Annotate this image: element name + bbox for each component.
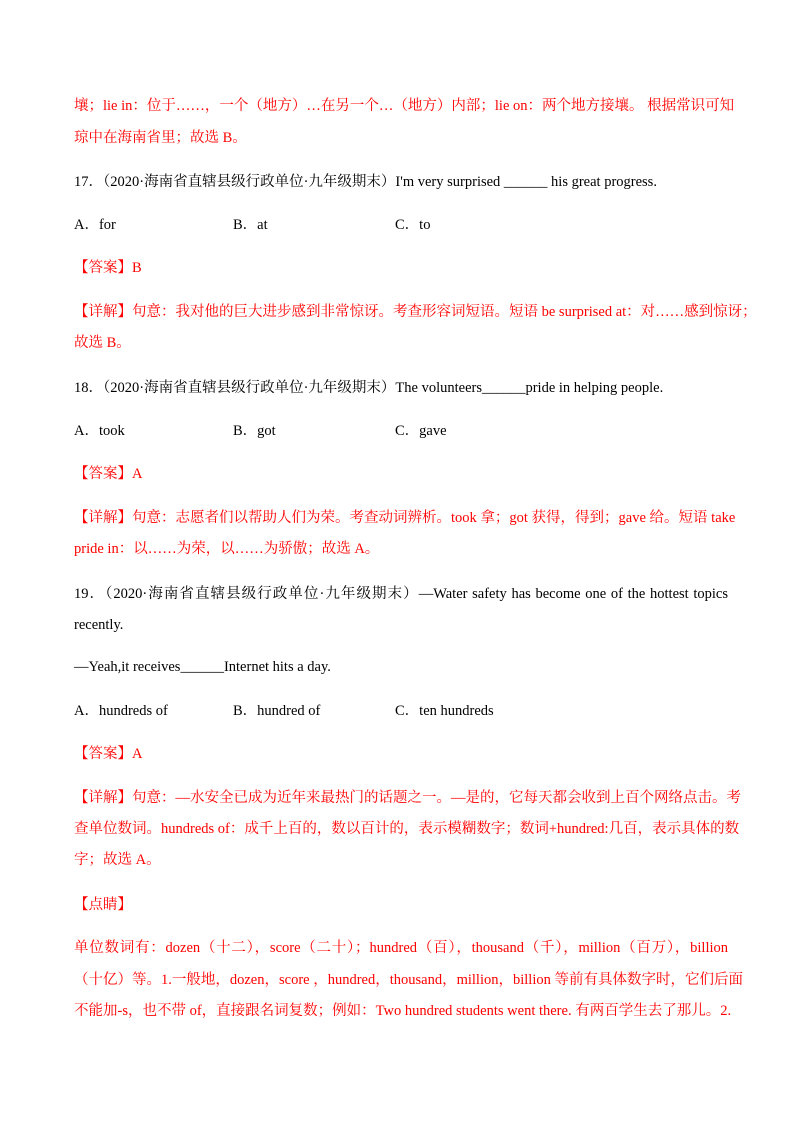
q19-detail-line-1: 【详解】句意：—水安全已成为近年来最热门的话题之一。—是的，它每天都会收到上百个网络点击。考 bbox=[74, 790, 741, 806]
q17-detail-line-1: 【详解】句意：我对他的巨大进步感到非常惊讶。考查形容词短语。短语 be surprised at：对……感到惊讶； bbox=[74, 304, 757, 320]
q17-option-c: C．to bbox=[395, 217, 431, 233]
q19-tip-line-3: 不能加-s，也不带 of，直接跟名词复数；例如：Two hundred students went there. 有两百学生去了那儿。2. bbox=[74, 1003, 732, 1019]
q19-stem-line-1: 19．（2020·海南省直辖县级行政单位·九年级期末）—Water safety has become one of the hottest topics bbox=[74, 586, 728, 602]
q17-option-b: B．at bbox=[233, 217, 268, 233]
q17-answer: 【答案】B bbox=[74, 260, 142, 276]
q18-detail-line-2: pride in：以……为荣，以……为骄傲；故选 A。 bbox=[74, 541, 380, 557]
q19-stem-line-3: —Yeah,it receives______Internet hits a day. bbox=[74, 659, 331, 675]
q17-stem: 17．（2020·海南省直辖县级行政单位·九年级期末）I'm very surprised ______ his great progress. bbox=[74, 174, 657, 190]
q17-option-a: A．for bbox=[74, 217, 116, 233]
q18-option-a: A．took bbox=[74, 423, 125, 439]
q19-detail-line-3: 字；故选 A。 bbox=[74, 852, 161, 868]
q19-detail-line-2: 查单位数词。hundreds of：成千上百的，数以百计的，表示模糊数字；数词+hundred:几百，表示具体的数 bbox=[74, 821, 740, 837]
q16-detail-line-2: 琼中在海南省里；故选 B。 bbox=[74, 130, 247, 146]
q18-answer: 【答案】A bbox=[74, 466, 143, 482]
q18-option-b: B．got bbox=[233, 423, 276, 439]
q19-option-b: B．hundred of bbox=[233, 703, 321, 719]
q19-answer: 【答案】A bbox=[74, 746, 143, 762]
q19-stem-line-2: recently. bbox=[74, 617, 124, 633]
q19-tip-line-1: 单位数词有：dozen（十二），score（二十）；hundred（百），thousand（千），million（百万），billion bbox=[74, 940, 728, 956]
q16-detail-line-1: 壤；lie in：位于……，一个（地方）…在另一个…（地方）内部；lie on：两个地方接壤。 根据常识可知 bbox=[74, 98, 735, 114]
q19-tip-heading: 【点睛】 bbox=[74, 897, 132, 913]
q19-tip-line-2: （十亿）等。1.一般地，dozen，score ，hundred，thousand，million，billion 等前有具体数字时，它们后面 bbox=[74, 972, 743, 988]
q19-option-c: C．ten hundreds bbox=[395, 703, 494, 719]
q19-option-a: A．hundreds of bbox=[74, 703, 168, 719]
q18-detail-line-1: 【详解】句意：志愿者们以帮助人们为荣。考查动词辨析。took 拿；got 获得，得到；gave 给。短语 take bbox=[74, 510, 736, 526]
q18-stem: 18．（2020·海南省直辖县级行政单位·九年级期末）The volunteers______pride in helping people. bbox=[74, 380, 664, 396]
q18-option-c: C．gave bbox=[395, 423, 447, 439]
q17-detail-line-2: 故选 B。 bbox=[74, 335, 131, 351]
